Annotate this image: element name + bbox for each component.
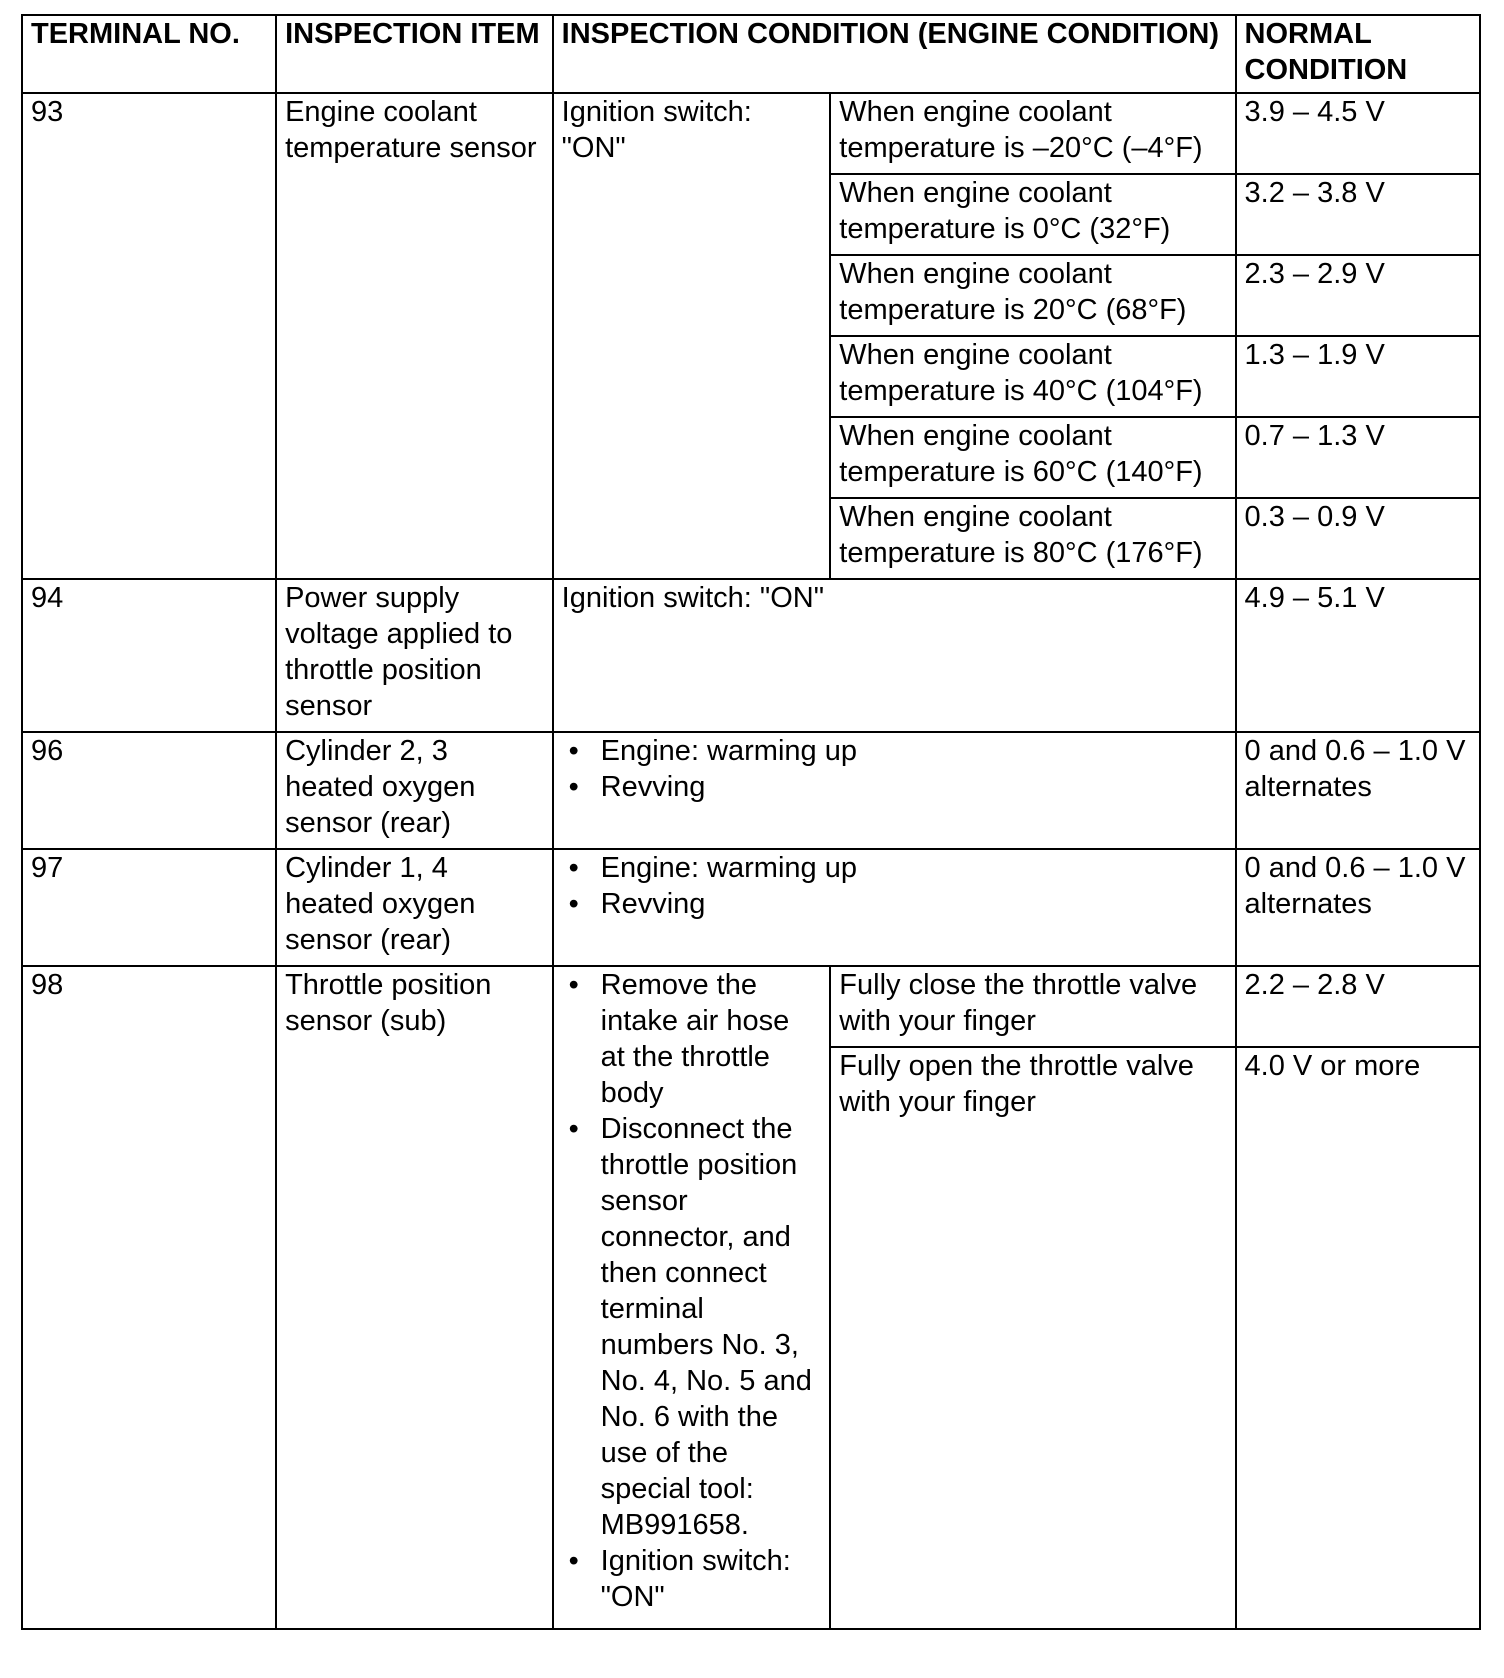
sub-condition-cell: Fully close the throttle valve with your finger	[830, 966, 1235, 1047]
bullet-item: • Engine: warming up	[562, 850, 1227, 886]
sub-condition-cell: When engine coolant temperature is 80°C (176°F)	[830, 498, 1235, 579]
sub-condition-cell: When engine coolant temperature is –20°C (–4°F)	[830, 93, 1235, 174]
table-row	[22, 849, 1480, 966]
inspection-item-cell: Power supply voltage applied to throttle position sensor	[276, 579, 553, 732]
inspection-item-cell: Cylinder 2, 3 heated oxygen sensor (rear)	[276, 732, 553, 849]
terminal-no-cell: 97	[22, 849, 276, 966]
inspection-condition-cell	[553, 966, 831, 1629]
inspection-condition-cell	[553, 849, 1236, 966]
header-inspection-condition: INSPECTION CONDITION (ENGINE CONDITION)	[553, 15, 1236, 93]
inspection-item-cell: Cylinder 1, 4 heated oxygen sensor (rear)	[276, 849, 553, 966]
normal-condition-cell: 1.3 – 1.9 V	[1236, 336, 1480, 417]
header-terminal-no: TERMINAL NO.	[22, 15, 276, 93]
normal-condition-cell: 3.2 – 3.8 V	[1236, 174, 1480, 255]
sub-condition-cell: When engine coolant temperature is 0°C (32°F)	[830, 174, 1235, 255]
inspection-item-cell: Engine coolant temperature sensor	[276, 93, 553, 579]
inspection-table	[21, 14, 1481, 1630]
header-normal-condition: NORMAL CONDITION	[1236, 15, 1480, 93]
bullet-list	[562, 967, 822, 1615]
sub-condition-cell: When engine coolant temperature is 20°C (68°F)	[830, 255, 1235, 336]
normal-condition-cell: 0 and 0.6 – 1.0 V alternates	[1236, 732, 1480, 849]
header-inspection-item: INSPECTION ITEM	[276, 15, 553, 93]
bullet-item: • Revving	[562, 886, 1227, 922]
bullet-item: • Revving	[562, 769, 1227, 805]
bullet-item: • Engine: warming up	[562, 733, 1227, 769]
inspection-condition-cell: Ignition switch: "ON"	[553, 579, 1236, 732]
normal-condition-cell: 3.9 – 4.5 V	[1236, 93, 1480, 174]
terminal-no-cell: 94	[22, 579, 276, 732]
normal-condition-cell: 4.9 – 5.1 V	[1236, 579, 1480, 732]
normal-condition-cell: 4.0 V or more	[1236, 1047, 1480, 1629]
terminal-no-cell: 96	[22, 732, 276, 849]
inspection-item-cell: Throttle position sensor (sub)	[276, 966, 553, 1629]
normal-condition-cell: 0.3 – 0.9 V	[1236, 498, 1480, 579]
sub-condition-cell: When engine coolant temperature is 40°C (104°F)	[830, 336, 1235, 417]
bullet-item: • Disconnect the throttle position sensor connector, and then connect terminal numbers No. 3, No. 4, No. 5 and No. 6 with the use of the special tool: MB991658.	[562, 1111, 822, 1543]
normal-condition-cell: 2.2 – 2.8 V	[1236, 966, 1480, 1047]
bullet-list	[562, 850, 1227, 922]
normal-condition-cell: 2.3 – 2.9 V	[1236, 255, 1480, 336]
bullet-list	[562, 733, 1227, 805]
header-row	[22, 15, 1480, 93]
bullet-item: • Ignition switch: "ON"	[562, 1543, 822, 1615]
sub-condition-cell: When engine coolant temperature is 60°C (140°F)	[830, 417, 1235, 498]
terminal-no-cell: 93	[22, 93, 276, 579]
bullet-item: • Remove the intake air hose at the throttle body	[562, 967, 822, 1111]
table-row	[22, 93, 1480, 174]
normal-condition-cell: 0.7 – 1.3 V	[1236, 417, 1480, 498]
normal-condition-cell: 0 and 0.6 – 1.0 V alternates	[1236, 849, 1480, 966]
table-row	[22, 732, 1480, 849]
inspection-condition-cell	[553, 732, 1236, 849]
inspection-condition-cell: Ignition switch: "ON"	[553, 93, 831, 579]
sub-condition-cell: Fully open the throttle valve with your finger	[830, 1047, 1235, 1629]
table-row	[22, 966, 1480, 1047]
table-row	[22, 579, 1480, 732]
terminal-no-cell: 98	[22, 966, 276, 1629]
